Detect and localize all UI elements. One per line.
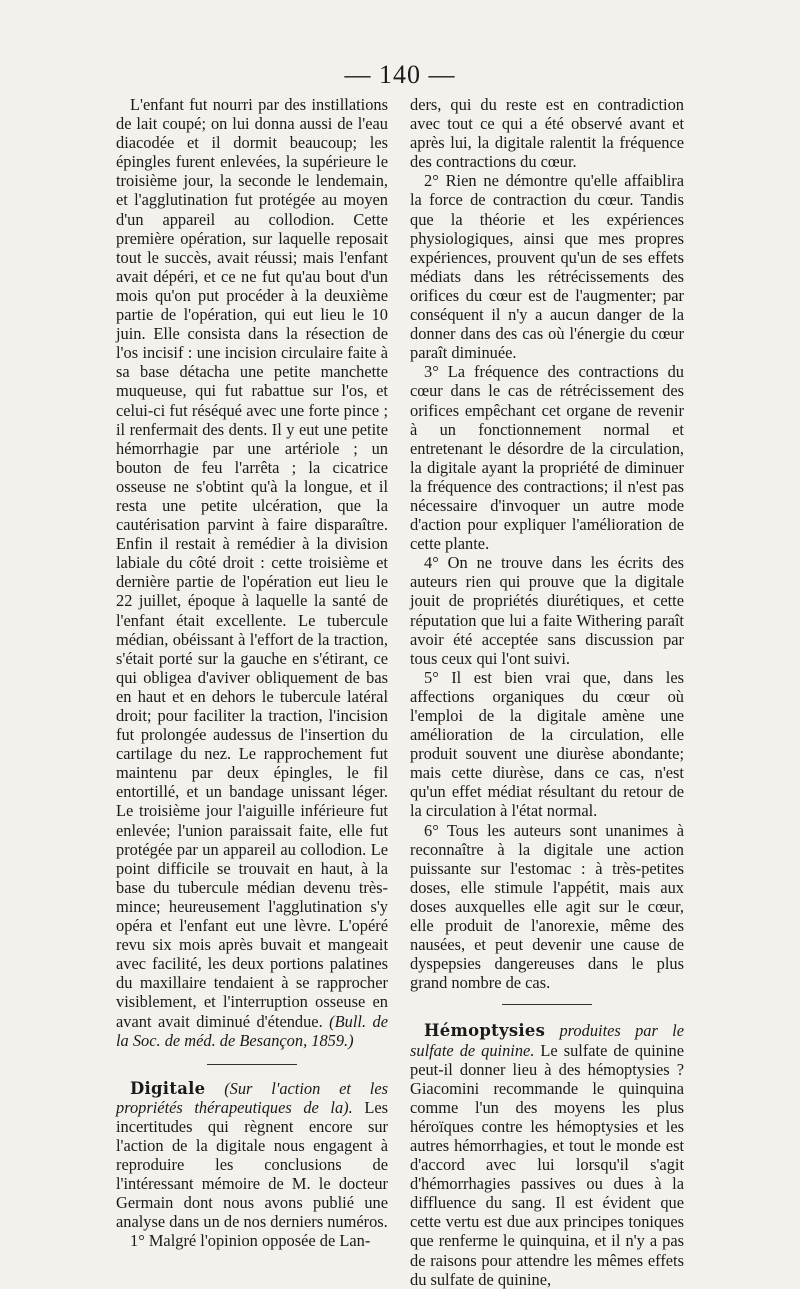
citation: (Bull. de la Soc. de méd. de Besançon, 1859.): [116, 1011, 388, 1050]
paragraph-hemoptysies: [410, 1021, 684, 1288]
section-divider: [502, 1004, 592, 1005]
paragraph-surgery: [116, 95, 388, 1050]
point-4: 4° On ne trouve dans les écrits des auteurs rien qui prouve que la digitale jouit de propriétés diurétiques, et cette réputation que lui a faite Withering paraît avoir été acceptée sans discussion par tous ceux qui l'ont suivi.: [410, 553, 684, 668]
point-5: 5° Il est bien vrai que, dans les affections organiques du cœur où l'emploi de la digitale amène une amélioration de la circulation, elle produit souvent une diurèse abondante; mais cette diurèse, dans ce cas, n'est qu'un effet médiat résultant du retour de la circulation à l'état normal.: [410, 667, 684, 821]
paragraph-digitale: [116, 1079, 388, 1232]
section-subtitle-hemoptysies: produites par le sulfate de quinine.: [410, 1021, 684, 1060]
point-1-continued: ders, qui du reste est en contradiction avec tout ce qui a été observé avant et après lui, la digitale ralentit la fréquence des contractions du cœur.: [410, 95, 684, 172]
section-subtitle-digitale: (Sur l'action et les propriétés thérapeutiques de la).: [116, 1078, 388, 1117]
point-1-start: 1° Malgré l'opinion opposée de Lan-: [130, 1231, 371, 1251]
point-6: 6° Tous les auteurs sont unanimes à reconnaître à la digitale une action puissante sur l'estomac : à très-petites doses, elle stimule l'appétit, mais aux doses auxquelles elle agit sur le cœur, elle produit de l'anorexie, même des nausées, et peut devenir une cause de dyspepsies dangereuses dans le plus grand nombre de cas.: [410, 820, 684, 993]
surgery-text: L'enfant fut nourri par des instillations de lait coupé; on lui donna aussi de l'eau diacodée et il dormit beaucoup; les épingles furent enlevées, la supérieure le troisième jour, la seconde le lendemain, et l'agglutination fut protégée au moyen d'un appareil au collodion. Cette première opération, sur laquelle reposait tout le succès, avait réussi; mais l'enfant avait dépéri, et ce ne fut qu'au bout d'un mois qu'on put procéder à la deuxième partie de l'opération, qui eut lieu le 10 juin. Elle consista dans la résection de l'os incisif : une incision circulaire faite à sa base détacha une petite manchette muqueuse, qui fut rabattue sur l'os, et celui-ci fut réséqué avec une forte pince ; il renfermait des dents. Il y eut une petite hémorrhagie par une artériole ; un bouton de feu l'arrêta ; la cicatrice osseuse ne s'obtint qu'à la longue, et il resta une petite ulcération, que la cautérisation parvint à faire disparaître. Enfin il restait à remédier à la division labiale du côté droit : cette troisième et dernière partie de l'opération eut lieu le 22 juillet, époque à laquelle la santé de l'enfant était excellente. Le tubercule médian, obéissant à l'effort de la traction, s'était porté sur la gauche en s'étirant, ce qui obligea d'aviver obliquement de bas en haut et en dehors le tubercule latéral droit; pour faciliter la traction, l'incision fut prolongée audessus de l'insertion du cartilage du nez. Le rapprochement fut maintenu par deux épingles, le fil entortillé, et un bandage unissant léger. Le troisième jour l'aiguille inférieure fut enlevée; l'union paraissait faite, elle fut protégée par un appareil au collodion. Le point difficile se trouvait en haut, à la base du tubercule médian devenu très-mince; heureusement l'agglutination s'y opéra et l'enfant eut une lèvre. L'opéré revu six mois après buvait et mangeait avec facilité, les deux portions palatines du maxillaire tendaient à se rapprocher visiblement, et l'interruption osseuse en avant avait diminué d'étendue.: [116, 95, 388, 1031]
section-heading-hemoptysies: Hémoptysies: [424, 1021, 546, 1041]
left-column: [116, 95, 388, 1251]
section-heading-digitale: Digitale: [130, 1078, 206, 1098]
hemoptysies-text: Le sulfate de quinine peut-il donner lieu à des hémoptysies ? Giacomini recommande le quinquina comme l'un des moyens les plus héroïques contre les hémoptysies et les autres hémorrhagies, et tout le monde est d'accord avec lui lorsqu'il s'agit d'hémorrhagies passives ou dues à la diffluence du sang. Il est évident que cette vertu est due aux principes toniques que renferme le quinquina, et il n'y a pas de raisons pour attendre les mêmes effets du sulfate de quinine,: [410, 1040, 684, 1289]
page-number: — 140 —: [344, 60, 456, 89]
section-divider: [207, 1064, 297, 1065]
point-3: 3° La fréquence des contractions du cœur dans le cas de rétrécissement des orifices empêchant cet organe de revenir à un fonctionnement normal et entretenant le désordre de la circulation, la digitale ayant la propriété de diminuer la fréquence des contractions; il n'est pas nécessaire d'invoquer un autre mode d'action pour expliquer l'amélioration de cette plante.: [410, 362, 684, 554]
right-column: [410, 95, 684, 1289]
point-2: 2° Rien ne démontre qu'elle affaiblira la force de contraction du cœur. Tandis que la théorie et les expériences physiologiques, ainsi que mes propres expériences, prouvent qu'un de ses effets médiats dans les rétrécissements des orifices du cœur est de l'augmenter; par conséquent il n'y a aucun danger de la donner dans des cas où l'énergie du cœur paraît diminuée.: [410, 171, 684, 363]
digitale-intro: Les incertitudes qui règnent encore sur l'action de la digitale nous engagent à reproduire les conclusions de l'intéressant mémoire de M. le docteur Germain dont nous avons publié une analyse dans un de nos derniers numéros.: [116, 1097, 388, 1232]
